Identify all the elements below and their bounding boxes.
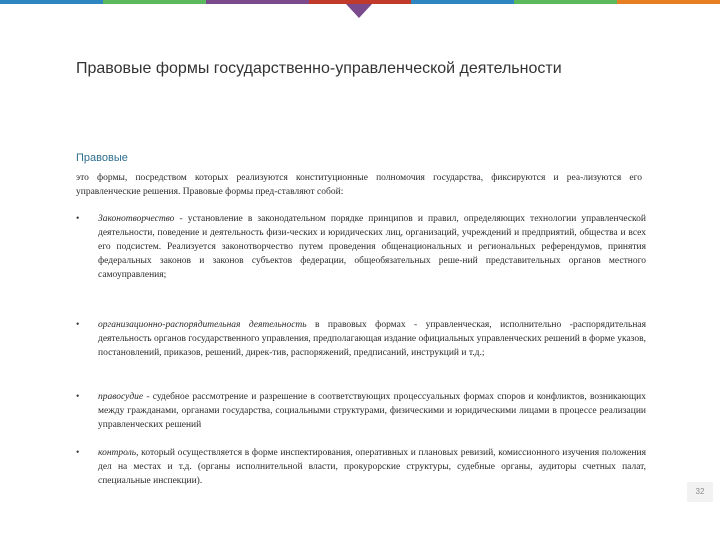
top-bar-segment (206, 0, 309, 4)
item-text: , который осуществляется в форме инспектирования, оперативных и плановых ревизий, комиссионного изучения положения дел на местах и т.д. (органы исполнительной власти, прокурорские структуры, судебные органы, аудиторы счетных палат, специальные инспекции). (98, 448, 646, 486)
page-title: Правовые формы государственно-управленческой деятельности (76, 60, 562, 77)
page-number: 32 (687, 482, 713, 502)
top-notch-marker (346, 4, 372, 18)
intro-paragraph: это формы, посредством которых реализуются конституционные полномочия государства, фиксируются и реа-лизуются его управленческие решения. Правовые формы пред-ставляют собой: (76, 173, 642, 197)
list-item (76, 390, 646, 432)
item-text: - установление в законодательном порядке принципов и правил, определяющих технологии управленческой деятельности, поведение и деятельность физи-ческих и юридических лиц, организаций, учреждений и предприятий, общества и всех его подсистем. Реализуется законотворчество путем проведения общенациональных и региональных референдумов, принятия федеральных законов и законов субъектов федерации, общеобязательных реше-ний представительных органов местного самоуправления; (98, 214, 646, 280)
top-bar-segment (103, 0, 206, 4)
top-bar-segment (0, 0, 103, 4)
list-item (76, 318, 646, 360)
bullet-icon: • (76, 448, 80, 458)
bullet-icon: • (76, 392, 80, 402)
item-text: в правовых формах - управленческая, исполнительно -распорядительная деятельность органов государственного управления, предполагающая издание официальных управленческих решений в форме указов, постановлений, приказов, решений, дирек-тив, распоряжений, предписаний, инструкций и т.д.; (98, 320, 646, 358)
bullet-icon: • (76, 214, 80, 224)
item-term: контроль (98, 448, 137, 458)
item-text: - судебное рассмотрение и разрешение в соответствующих процессуальных формах споров и конфликтов, возникающих между гражданами, органами государства, социальными структурами, физическими и юридическими лицами в процессе реализации управленческих решений (98, 392, 646, 430)
list-item (76, 212, 646, 282)
item-term: организационно-распорядительная деятельность (98, 320, 307, 330)
list-item (76, 446, 646, 488)
bullet-icon: • (76, 320, 80, 330)
section-subtitle: Правовые (76, 152, 128, 164)
top-bar-segment (411, 0, 514, 4)
top-bar-segment (617, 0, 720, 4)
item-term: Законотворчество (98, 214, 175, 224)
top-bar-segment (514, 0, 617, 4)
item-term: правосудие (98, 392, 144, 402)
